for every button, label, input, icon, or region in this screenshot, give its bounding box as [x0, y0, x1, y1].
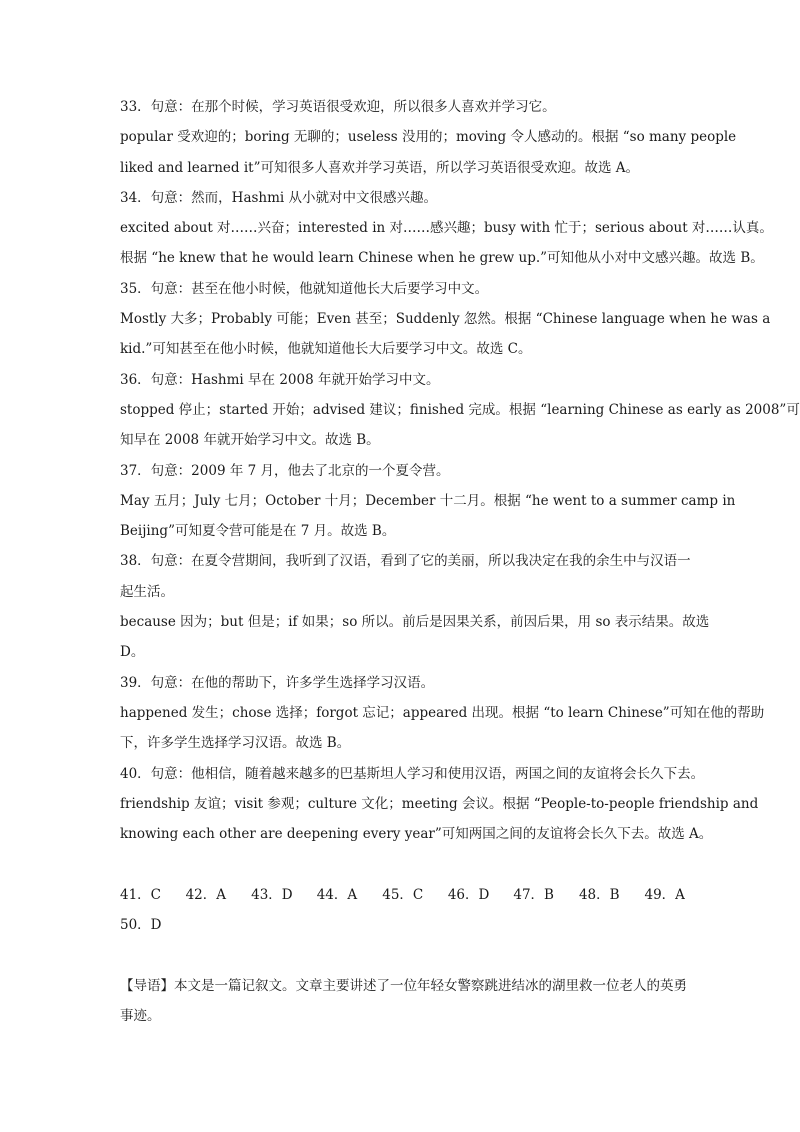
text-line: 34．句意：然而，Hashmi 从小就对中文很感兴趣。	[120, 189, 438, 206]
document-page	[120, 92, 800, 1031]
answer-item: 42．A	[185, 886, 226, 903]
text-line: 35．句意：甚至在他小时候，他就知道他长大后要学习中文。	[120, 280, 489, 297]
intro-block	[120, 971, 710, 1032]
answer-item: 49．A	[644, 886, 685, 903]
answer-key	[120, 880, 710, 941]
answer-item: 45．C	[382, 886, 424, 903]
text-line: 知早在 2008 年就开始学习中文。故选 B。	[120, 432, 380, 449]
answer-row	[120, 880, 710, 910]
text-line: 37．句意：2009 年 7 月，他去了北京的一个夏令营。	[120, 462, 450, 479]
text-line: liked and learned it”可知很多人喜欢并学习英语，所以学习英语很受欢迎。故选 A。	[120, 159, 640, 176]
text-line: excited about 对……兴奋；interested in 对……感兴趣；busy with 忙于；serious about 对……认真。	[120, 220, 773, 237]
answer-item: 46．D	[447, 886, 490, 903]
text-line: 40．句意：他相信，随着越来越多的巴基斯坦人学习和使用汉语，两国之间的友谊将会长久下去。	[120, 765, 705, 782]
text-line: knowing each other are deepening every year”可知两国之间的友谊将会长久下去。故选 A。	[120, 826, 713, 843]
text-line: 38．句意：在夏令营期间，我听到了汉语，看到了它的美丽，所以我决定在我的余生中与汉语一	[120, 553, 691, 570]
answer-row	[120, 910, 710, 940]
text-line: D。	[120, 644, 145, 661]
explanation-block	[120, 92, 800, 849]
text-line: 根据 “he knew that he would learn Chinese when he grew up.”可知他从小对中文感兴趣。故选 B。	[120, 250, 764, 267]
answer-item: 43．D	[251, 886, 293, 903]
spacer	[120, 940, 710, 970]
text-line: friendship 友谊；visit 参观；culture 文化；meeting 会议。根据 “People-to-people friendship and	[120, 795, 759, 812]
text-line: Mostly 大多；Probably 可能；Even 甚至；Suddenly 忽然。根据 “Chinese language when he was a	[120, 311, 771, 328]
answer-item: 48．B	[578, 886, 620, 903]
text-line: 33．句意：在那个时候，学习英语很受欢迎，所以很多人喜欢并学习它。	[120, 99, 556, 115]
text-line: 事迹。	[120, 1007, 161, 1024]
text-line: popular 受欢迎的；boring 无聊的；useless 没用的；moving 令人感动的。根据 “so many people	[120, 129, 737, 146]
spacer	[120, 849, 710, 879]
text-line: Beijing”可知夏令营可能是在 7 月。故选 B。	[120, 523, 396, 540]
answer-item: 47．B	[513, 886, 554, 903]
text-line: because 因为；but 但是；if 如果；so 所以。前后是因果关系，前因后果，用 so 表示结果。故选	[120, 614, 710, 631]
text-line: 下，许多学生选择学习汉语。故选 B。	[120, 735, 351, 752]
text-line: 36．句意：Hashmi 早在 2008 年就开始学习中文。	[120, 371, 440, 388]
text-line: kid.”可知甚至在他小时候，他就知道他长大后要学习中文。故选 C。	[120, 341, 532, 358]
text-line: May 五月；July 七月；October 十月；December 十二月。根据 “he went to a summer camp in	[120, 492, 736, 509]
text-line: happened 发生；chose 选择；forgot 忘记；appeared 出现。根据 “to learn Chinese”可知在他的帮助	[120, 704, 765, 721]
text-line: 39．句意：在他的帮助下，许多学生选择学习汉语。	[120, 674, 435, 691]
text-line: stopped 停止；started 开始；advised 建议；finished 完成。根据 “learning Chinese as early as 2008”可	[120, 401, 800, 418]
text-line: 【导语】本文是一篇记叙文。文章主要讲述了一位年轻女警察跳进结冰的湖里救一位老人的英勇	[120, 977, 687, 994]
answer-item: 50．D	[120, 917, 162, 934]
answer-item: 44．A	[316, 886, 358, 903]
text-line: 起生活。	[120, 583, 174, 600]
answer-item: 41．C	[120, 886, 162, 903]
